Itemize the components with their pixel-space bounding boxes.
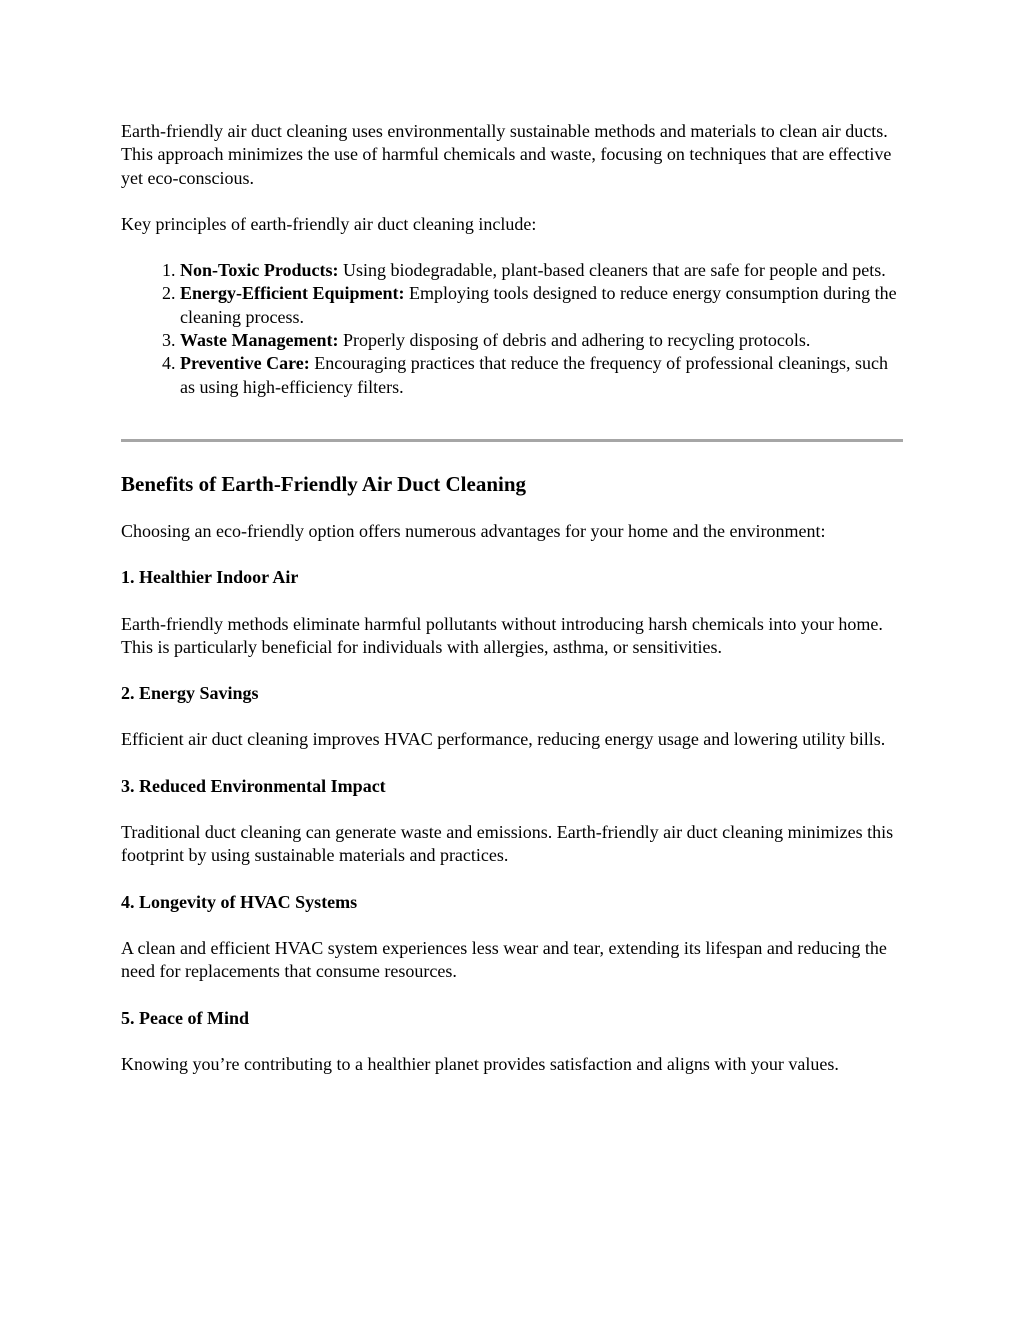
benefit-heading: 5. Peace of Mind	[121, 1007, 249, 1028]
benefit-paragraph: Knowing you’re contributing to a healthier planet provides satisfaction and aligns with your values.	[121, 1053, 839, 1074]
list-item	[180, 352, 903, 399]
document-page	[121, 120, 903, 1076]
key-principles-lead: Key principles of earth-friendly air duct cleaning include:	[121, 213, 537, 234]
principle-term: Non-Toxic Products:	[180, 260, 339, 281]
section-title: Benefits of Earth-Friendly Air Duct Cleaning	[121, 471, 527, 496]
principle-term: Waste Management:	[180, 330, 339, 351]
section-intro: Choosing an eco-friendly option offers numerous advantages for your home and the environment:	[121, 520, 826, 541]
intro-paragraph: Earth-friendly air duct cleaning uses environmentally sustainable methods and materials to clean air ducts. This approach minimizes the use of harmful chemicals and waste, focusing on techniques that are effective yet eco-conscious.	[121, 121, 892, 188]
principle-text: Encouraging practices that reduce the frequency of professional cleanings, such as using high-efficiency filters.	[180, 353, 889, 397]
benefit-heading: 2. Energy Savings	[121, 683, 259, 704]
benefit-heading: 1. Healthier Indoor Air	[121, 567, 299, 588]
principle-term: Preventive Care:	[180, 353, 310, 374]
benefit-paragraph: Efficient air duct cleaning improves HVAC performance, reducing energy usage and lowering utility bills.	[121, 729, 886, 750]
list-item	[180, 329, 903, 352]
benefit-paragraph: Earth-friendly methods eliminate harmful pollutants without introducing harsh chemicals into your home. This is particularly beneficial for individuals with allergies, asthma, or sensitivities.	[121, 613, 883, 657]
list-item	[180, 282, 903, 329]
principle-text: Using biodegradable, plant-based cleaners that are safe for people and pets.	[338, 260, 886, 281]
list-item	[180, 259, 903, 282]
principle-term: Energy-Efficient Equipment:	[180, 283, 405, 304]
benefit-paragraph: A clean and efficient HVAC system experiences less wear and tear, extending its lifespan and reducing the need for replacements that consume resources.	[121, 937, 887, 982]
principles-list	[121, 259, 903, 399]
principle-text: Employing tools designed to reduce energy consumption during the cleaning process.	[180, 283, 897, 327]
section-divider	[121, 439, 903, 442]
benefit-heading: 3. Reduced Environmental Impact	[121, 775, 386, 796]
benefit-paragraph: Traditional duct cleaning can generate waste and emissions. Earth-friendly air duct cleaning minimizes this footprint by using sustainable materials and practices.	[121, 822, 894, 866]
benefit-heading: 4. Longevity of HVAC Systems	[121, 891, 358, 912]
principle-text: Properly disposing of debris and adhering to recycling protocols.	[338, 330, 811, 351]
